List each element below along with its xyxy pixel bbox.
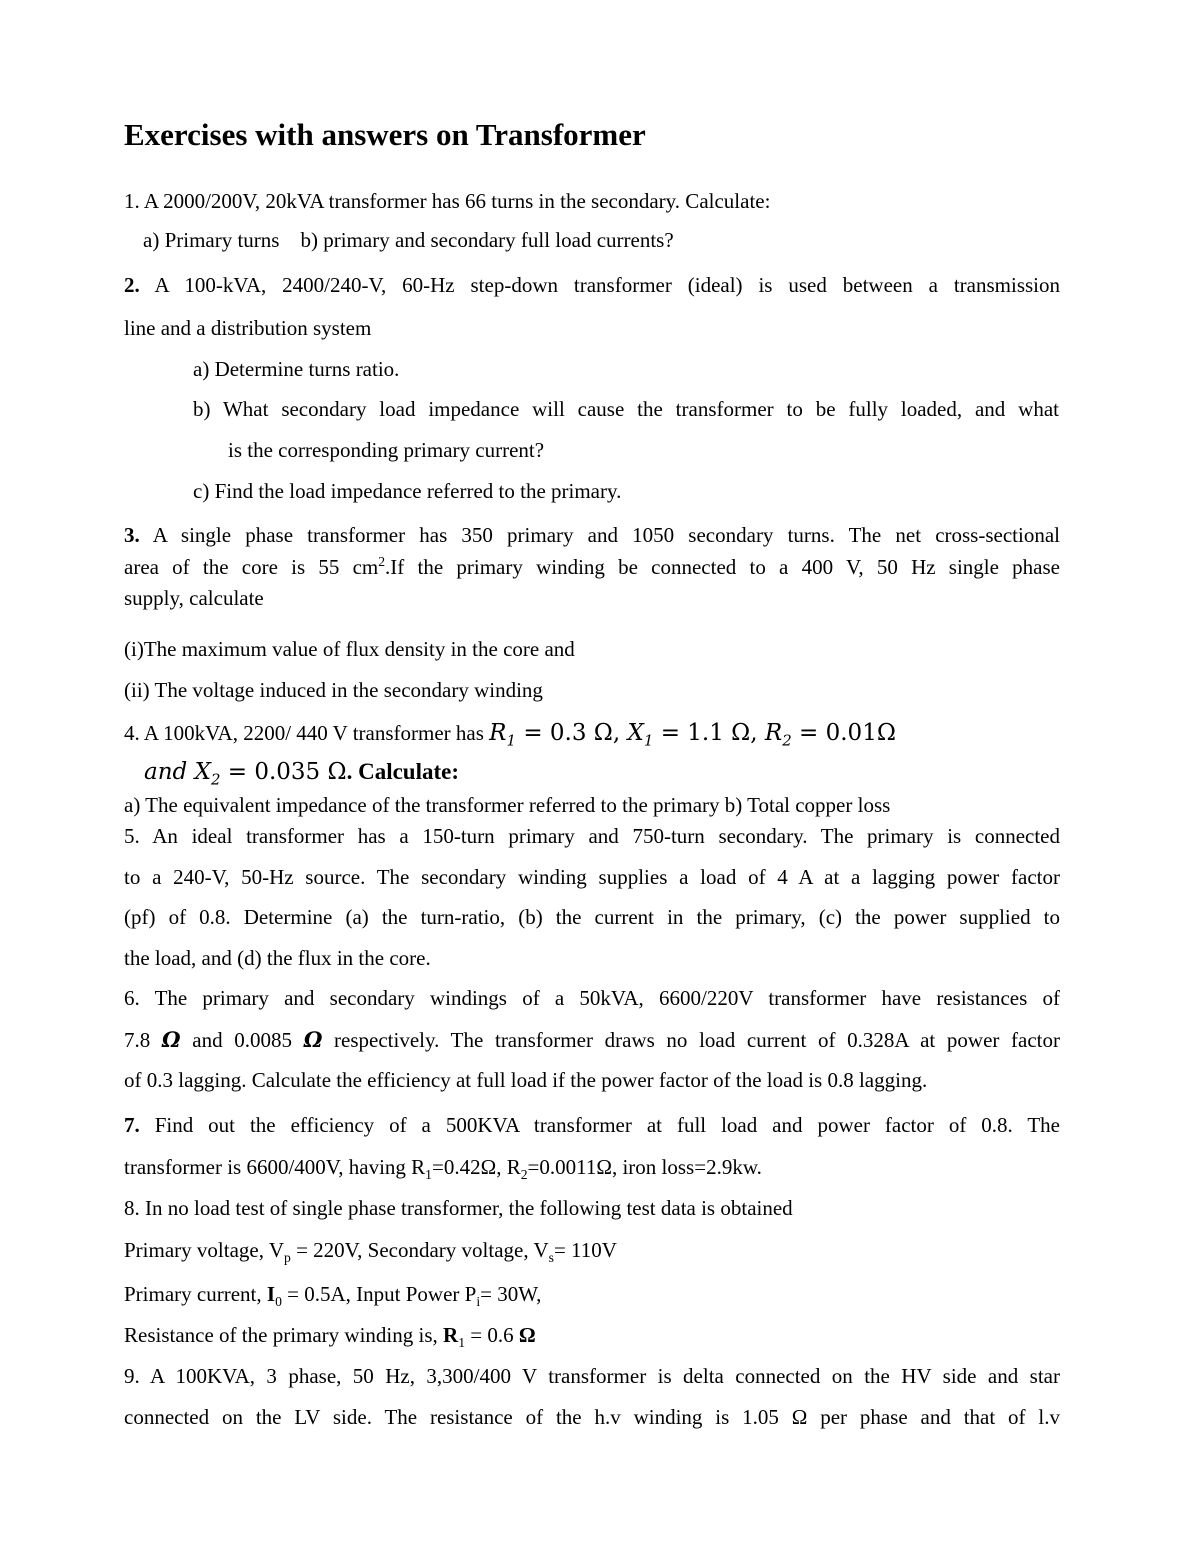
question-8-resistance: Resistance of the primary winding is, $R_1 = 0.6$ Ω bbox=[124, 1323, 536, 1351]
question-5-line-1: 5. An ideal transformer has a 150-turn primary and 750-turn secondary. The primary is connected bbox=[124, 824, 1060, 848]
question-2-line-2: line and a distribution system bbox=[124, 316, 372, 340]
question-text: A single phase transformer has 350 primary and 1050 secondary turns. The net cross-sectional bbox=[139, 523, 1060, 547]
question-3-part-ii: (ii) The voltage induced in the secondary winding bbox=[124, 678, 543, 702]
question-8-primary-current: Primary current, $I_0 = 0.5A$, Input Power $P_i= 30W$, bbox=[124, 1282, 542, 1310]
question-7-line-2: transformer is 6600/400V, having $R_1=0.42\Omega$, $R_2=0.0011\Omega$, iron loss=2.9kw. bbox=[124, 1155, 762, 1183]
question-5-line-2: to a 240-V, 50-Hz source. The secondary winding supplies a load of 4 A at a lagging power factor bbox=[124, 865, 1060, 889]
question-2-part-a: a) Determine turns ratio. bbox=[193, 357, 400, 381]
question-3-part-i: (i)The maximum value of flux density in the core and bbox=[124, 637, 575, 661]
question-number: 3. bbox=[124, 523, 140, 547]
question-3-line-3: supply, calculate bbox=[124, 586, 264, 610]
question-3-line-2: area of the core is 55 $cm^2.If$ the primary winding be connected to a 400 V, 50 Hz single phase bbox=[124, 554, 1060, 579]
question-9-line-2: connected on the LV side. The resistance of the h.v winding is 1.05 Ω per phase and that of l.v bbox=[124, 1405, 1060, 1429]
question-5-line-4: the load, and (d) the flux in the core. bbox=[124, 946, 431, 970]
question-8-line-1: 8. In no load test of single phase transformer, the following test data is obtained bbox=[124, 1196, 793, 1220]
omega-symbol: Ω bbox=[303, 1027, 323, 1052]
question-2-line-1 bbox=[124, 275, 1060, 296]
question-text: A 100-kVA, 2400/240-V, 60-Hz step-down transformer (ideal) is used between a transmission bbox=[139, 273, 1060, 297]
question-9-line-1: 9. A 100KVA, 3 phase, 50 Hz, 3,300/400 V transformer is delta connected on the HV side and star bbox=[124, 1364, 1060, 1388]
question-3-line-1 bbox=[124, 525, 1060, 546]
question-number: 2. bbox=[124, 273, 140, 297]
question-number: 7. bbox=[124, 1113, 140, 1137]
question-1-line-1: 1. A 2000/200V, 20kVA transformer has 66 turns in the secondary. Calculate: bbox=[124, 189, 771, 213]
math-r1: $R_1 = 0.3$ Ω, $X_1 = 1.1$ Ω, $R_2 = 0.01\Omega$ bbox=[489, 720, 896, 750]
question-6-line-2: 7.8 Ω and 0.0085 Ω respectively. The transformer draws no load current of 0.328A at power factor bbox=[124, 1027, 1061, 1052]
question-2-part-c: c) Find the load impedance referred to the primary. bbox=[193, 479, 622, 503]
question-2-part-b-line-2: is the corresponding primary current? bbox=[228, 438, 545, 462]
page-title: Exercises with answers on Transformer bbox=[124, 117, 646, 152]
question-6-line-3: of 0.3 lagging. Calculate the efficiency at full load if the power factor of the load is 0.8 lagging. bbox=[124, 1068, 928, 1092]
question-8-primary-voltage: Primary voltage, $V_p = 220V$, Secondary voltage, $V_s= 110V$ bbox=[124, 1238, 617, 1266]
question-4-line-1: 4. A 100kVA, 2200/ 440 V transformer has $R_1 = 0.3$ Ω, $X_1 = 1.1$ Ω, $R_2 = 0.01\Omega$ bbox=[124, 720, 896, 750]
superscript: 2 bbox=[378, 554, 386, 569]
question-7-line-1: 7. Find out the efficiency of a 500KVA transformer at full load and power factor of 0.8. The bbox=[124, 1113, 1060, 1137]
math-x2: and $X_2 = 0.035$ Ω bbox=[144, 759, 347, 789]
question-2-part-b-line-1: b) What secondary load impedance will cause the transformer to be fully loaded, and what bbox=[193, 397, 1059, 421]
question-5-line-3: (pf) of 0.8. Determine (a) the turn-ratio, (b) the current in the primary, (c) the power supplied to bbox=[124, 905, 1060, 929]
question-6-line-1: 6. The primary and secondary windings of a 50kVA, 6600/220V transformer have resistances of bbox=[124, 986, 1060, 1010]
question-4-line-3: a) The equivalent impedance of the transformer referred to the primary b) Total copper loss bbox=[124, 793, 891, 817]
question-1-line-2: a) Primary turns b) primary and secondary full load currents? bbox=[143, 228, 674, 252]
question-4-line-2: and $X_2 = 0.035$ Ω. Calculate: bbox=[144, 759, 459, 789]
omega-symbol: Ω bbox=[161, 1027, 181, 1052]
